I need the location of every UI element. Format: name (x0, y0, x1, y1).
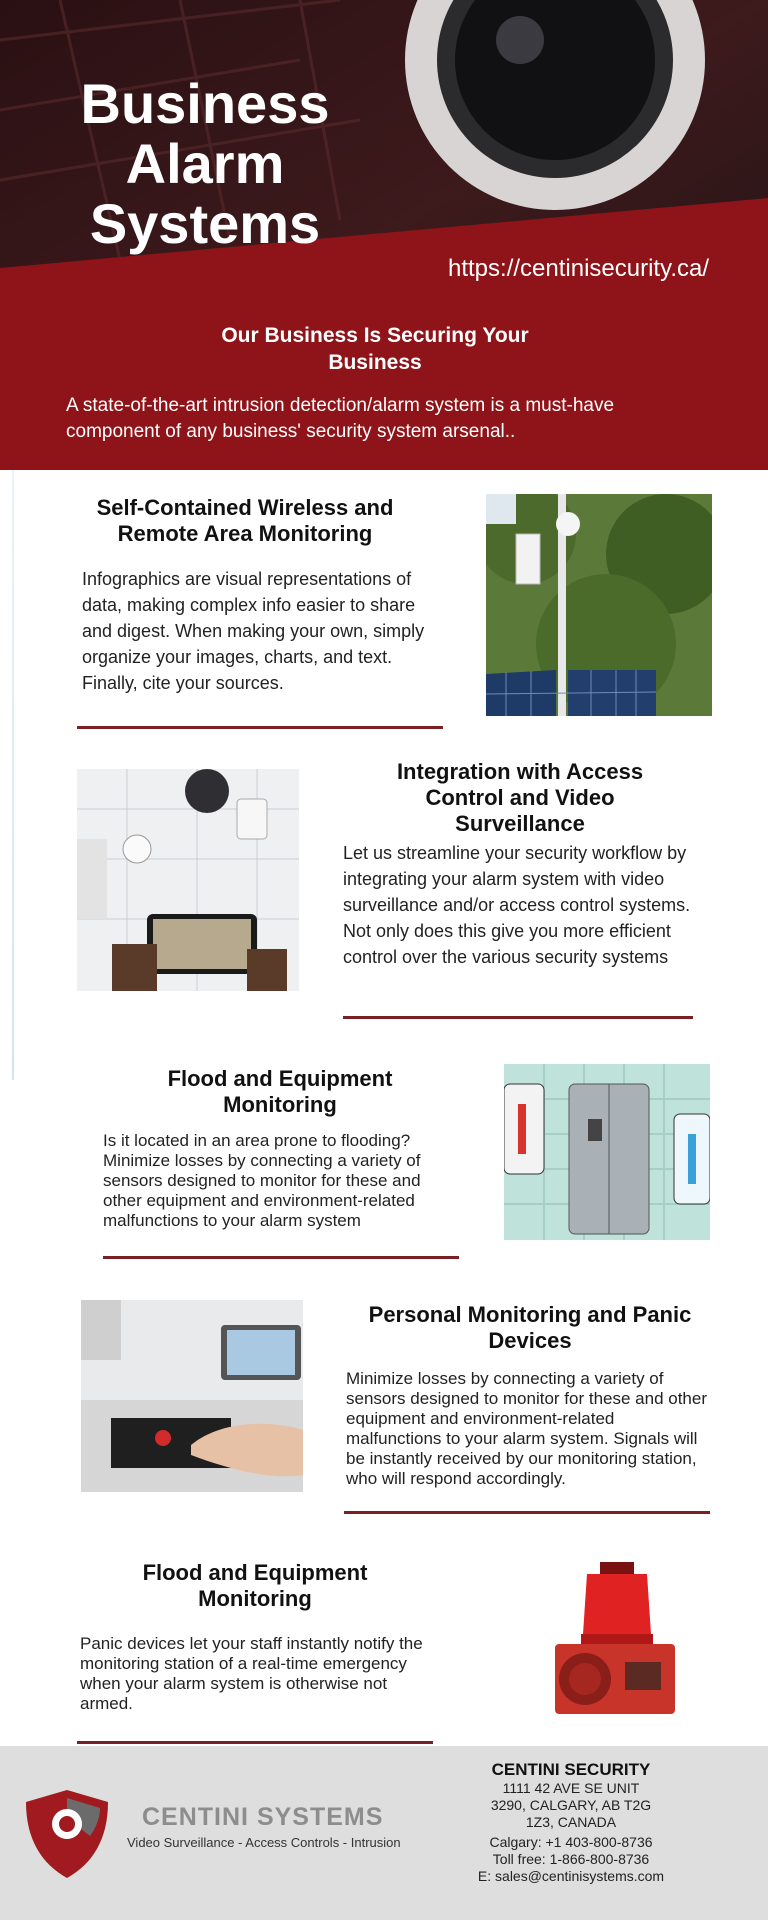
section-text: Infographics are visual representations of data, making complex info easier to share and digest. When making your own, simply organize your images, charts, and text. Finally, cite your sources. (82, 569, 425, 693)
solar-camera-pole-image (486, 494, 712, 716)
section-title: Flood and Equipment Monitoring (142, 1560, 368, 1611)
tablet-blueprint-image (77, 769, 299, 991)
centini-shield-logo-icon (22, 1788, 112, 1880)
section-text: Let us streamline your security workflow by integrating your alarm system with video surveillance and/or access control systems. Not only does this give you more efficient control over the various security systems (343, 843, 691, 967)
section-text: Is it located in an area prone to flooding? Minimize losses by connecting a variety of sensors designed to monitor for these and other equipment and environment-related malfunctions to your alarm system (103, 1131, 421, 1230)
brand-name: CENTINI SYSTEMS (142, 1803, 384, 1831)
phone-number[interactable]: Calgary: +1 403-800-8736 (489, 1834, 653, 1850)
contact-block (468, 1760, 674, 1885)
panic-button-image (81, 1300, 303, 1492)
website-link[interactable]: https://centinisecurity.ca/ (448, 255, 709, 282)
section-text: Panic devices let your staff instantly notify the monitoring station of a real-time emergency when your alarm system is otherwise not armed. (80, 1634, 423, 1713)
brand-tagline: Video Surveillance - Access Controls - Intrusion (127, 1835, 401, 1850)
section-title: Integration with Access Control and Video Surveillance (396, 759, 644, 836)
section-divider (343, 1016, 693, 1019)
section-divider (77, 1741, 433, 1744)
section-title: Personal Monitoring and Panic Devices (368, 1302, 692, 1353)
toll-free-number[interactable]: Toll free: 1-866-800-8736 (492, 1851, 650, 1867)
company-name: CENTINI SECURITY (491, 1760, 651, 1779)
page-title: Business Alarm Systems (80, 72, 330, 255)
fridge-temperature-image (504, 1064, 710, 1240)
section-title: Self-Contained Wireless and Remote Area Monitoring (96, 495, 394, 546)
section-divider (344, 1511, 710, 1514)
address-line: 1Z3, CANADA (525, 1814, 617, 1830)
address-line: 1111 42 AVE SE UNIT (502, 1780, 640, 1796)
email-address[interactable]: E: sales@centinisystems.com (477, 1868, 665, 1884)
decorative-line (12, 470, 14, 1080)
alarm-siren-image (505, 1542, 730, 1727)
address-line: 3290, CALGARY, AB T2G (490, 1797, 652, 1813)
hero-subtitle: Our Business Is Securing Your Business (221, 324, 529, 374)
section-title: Flood and Equipment Monitoring (167, 1066, 393, 1117)
hero-banner (0, 0, 768, 470)
hero-description: A state-of-the-art intrusion detection/alarm system is a must-have component of any business' security system arsenal.. (66, 395, 615, 442)
section-text: Minimize losses by connecting a variety of sensors designed to monitor for these and other equipment and environment-related malfunctions to your alarm system. Signals will be instantly received by our monitoring station, who will respond accordingly. (346, 1369, 707, 1488)
section-divider (103, 1256, 459, 1259)
section-divider (77, 726, 443, 729)
